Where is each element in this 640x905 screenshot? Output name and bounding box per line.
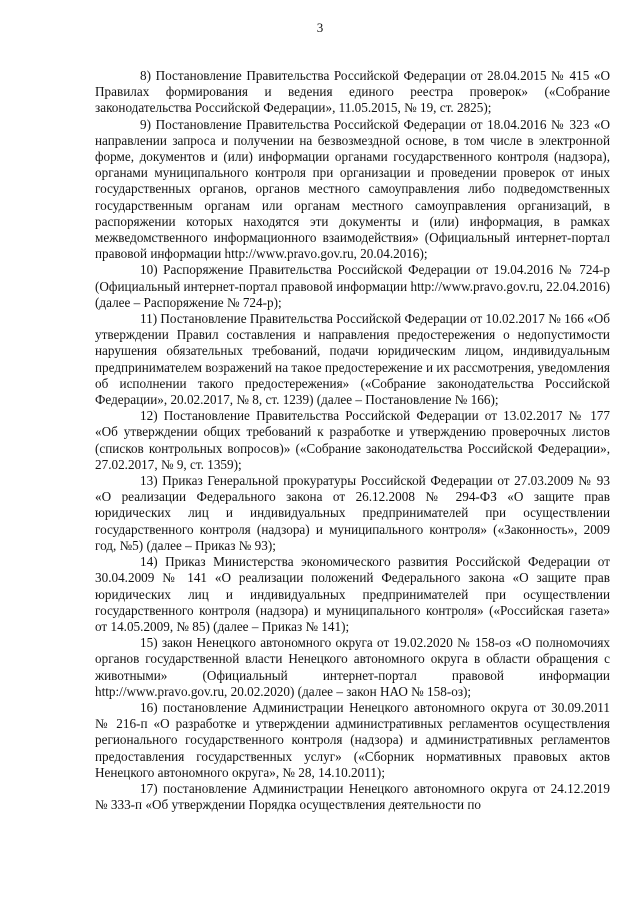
list-item-12: 12) Постановление Правительства Российской Федерации от 13.02.2017 № 177 «Об утверждении общих требований к разработке и утверждению проверочных листов (списков контрольных вопросов)» («Собрание законодательства Российской Федерации», 27.02.2017, № 9, ст. 1359); (95, 408, 610, 472)
list-item-15: 15) закон Ненецкого автономного округа от 19.02.2020 № 158-оз «О полномочиях органов государственной власти Ненецкого автономного округа в области обращения с животными» (Официальный интернет-портал правовой информации http://www.pravo.gov.ru, 20.02.2020) (далее – закон НАО № 158-оз); (95, 635, 610, 699)
page-number: 3 (316, 20, 324, 35)
list-item-17: 17) постановление Администрации Ненецкого автономного округа от 24.12.2019 № 333-п «Об утверждении Порядка осуществления деятельности по (95, 780, 610, 813)
document-body (95, 68, 610, 813)
list-item-13: 13) Приказ Генеральной прокуратуры Российской Федерации от 27.03.2009 № 93 «О реализации Федерального закона от 26.12.2008 № 294-ФЗ «О защите прав юридических лиц и индивидуальных предпринимателей при осуществлении государственного контроля (надзора) и муниципального контроля» («Законность», 2009 год, №5) (далее – Приказ № 93); (95, 473, 610, 553)
list-item-16: 16) постановление Администрации Ненецкого автономного округа от 30.09.2011 № 216-п «О разработке и утверждении административных регламентов осуществления регионального государственного контроля (надзора) и административных регламентов предоставления государственных услуг» («Сборник нормативных правовых актов Ненецкого автономного округа», № 28, 14.10.2011); (95, 699, 610, 780)
list-item-14: 14) Приказ Министерства экономического развития Российской Федерации от 30.04.2009 № 141 «О реализации положений Федерального закона «О защите прав юридических лиц и индивидуальных предпринимателей при осуществлении государственного контроля (надзора) и муниципального контроля» («Российская газета» от 14.05.2009, № 85) (далее – Приказ № 141); (95, 554, 610, 634)
list-item-11: 11) Постановление Правительства Российской Федерации от 10.02.2017 № 166 «Об утверждении Правил составления и направления предостережения о недопустимости нарушения обязательных требований, подачи юридическим лицом, индивидуальным предпринимателем возражений на такое предостережение и их рассмотрения, уведомления об исполнении такого предостережения» («Собрание законодательства Российской Федерации», 20.02.2017, № 8, ст. 1239) (далее – Постановление № 166); (95, 311, 610, 408)
list-item-10: 10) Распоряжение Правительства Российской Федерации от 19.04.2016 № 724-р (Официальный интернет-портал правовой информации http://www.pravo.gov.ru, 22.04.2016) (далее – Распоряжение № 724-р); (95, 262, 610, 310)
list-item-8: 8) Постановление Правительства Российской Федерации от 28.04.2015 № 415 «О Правилах формирования и ведения единого реестра проверок» («Собрание законодательства Российской Федерации», 11.05.2015, № 19, ст. 2825); (95, 68, 610, 116)
list-item-9: 9) Постановление Правительства Российской Федерации от 18.04.2016 № 323 «О направлении запроса и получении на безвозмездной основе, в том числе в электронной форме, документов и (или) информации органами государственного контроля (надзора), органами муниципального контроля при организации и проведении проверок от иных государственных органов, органов местного самоуправления либо подведомственных государственным органам или органам местного самоуправления организаций, в распоряжении которых находятся эти документы и (или) информация, в рамках межведомственного информационного взаимодействия» (Официальный интернет-портал правовой информации http://www.pravo.gov.ru, 20.04.2016); (95, 116, 610, 262)
